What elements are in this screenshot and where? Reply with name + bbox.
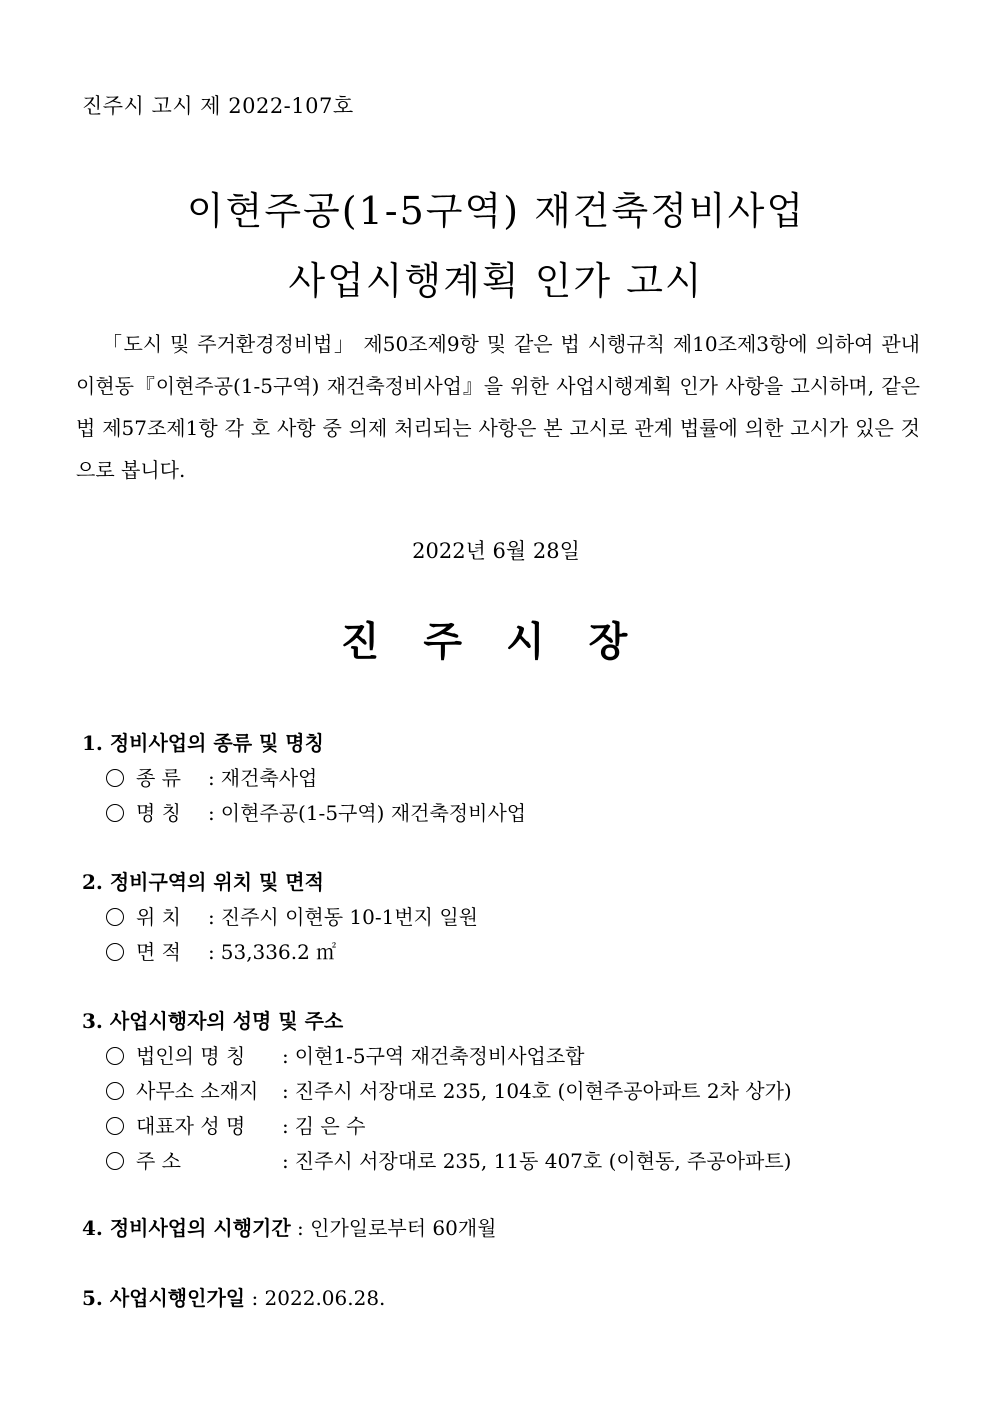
item-value: 53,336.2 ㎡ [220, 940, 337, 964]
list-item: 대표자 성 명 : 김 은 수 [82, 1109, 932, 1144]
item-label: 위 치 [136, 905, 181, 929]
item-label: 사무소 소재지 [136, 1079, 259, 1103]
circle-bullet-icon [106, 769, 124, 787]
section-heading: 5. 사업시행인가일 [82, 1286, 246, 1310]
item-value: 진주시 이현동 10-1번지 일원 [220, 905, 478, 929]
item-label: 종 류 [136, 766, 181, 790]
section-heading: 1. 정비사업의 종류 및 명칭 [82, 731, 324, 755]
circle-bullet-icon [106, 804, 124, 822]
item-value: 이현1-5구역 재건축정비사업조합 [294, 1044, 585, 1068]
list-item: 명 칭 : 이현주공(1-5구역) 재건축정비사업 [82, 796, 932, 831]
section-heading-inline: 5. 사업시행인가일 : 2022.06.28. [82, 1286, 386, 1310]
section-value: 2022.06.28. [264, 1286, 386, 1310]
circle-bullet-icon [106, 1152, 124, 1170]
list-item: 사무소 소재지 : 진주시 서장대로 235, 104호 (이현주공아파트 2차 상가) [82, 1074, 932, 1109]
list-item: 면 적 : 53,336.2 ㎡ [82, 935, 932, 970]
item-label: 면 적 [136, 940, 181, 964]
section-heading: 2. 정비구역의 위치 및 면적 [82, 870, 324, 894]
item-value: 김 은 수 [294, 1114, 366, 1138]
section-value: 인가일로부터 60개월 [310, 1216, 497, 1240]
section-3 [82, 1003, 932, 1179]
section-2 [82, 864, 932, 970]
item-label: 주 소 [136, 1149, 181, 1173]
circle-bullet-icon [106, 1082, 124, 1100]
item-label: 법인의 명 칭 [136, 1044, 246, 1068]
list-item: 종 류 : 재건축사업 [82, 761, 932, 796]
list-item: 주 소 : 진주시 서장대로 235, 11동 407호 (이현동, 주공아파트) [82, 1144, 932, 1179]
issuer-name: 진주시장 [340, 618, 672, 665]
section-5 [82, 1280, 932, 1316]
section-4 [82, 1210, 932, 1246]
circle-bullet-icon [106, 943, 124, 961]
item-value: 진주시 서장대로 235, 104호 (이현주공아파트 2차 상가) [294, 1079, 792, 1103]
section-heading: 3. 사업시행자의 성명 및 주소 [82, 1009, 344, 1033]
list-item: 법인의 명 칭 : 이현1-5구역 재건축정비사업조합 [82, 1039, 932, 1074]
item-label: 대표자 성 명 [136, 1114, 246, 1138]
title-line-1: 이현주공(1-5구역) 재건축정비사업 [186, 189, 806, 233]
circle-bullet-icon [106, 1047, 124, 1065]
circle-bullet-icon [106, 908, 124, 926]
section-heading: 4. 정비사업의 시행기간 [82, 1216, 291, 1240]
item-value: 이현주공(1-5구역) 재건축정비사업 [220, 801, 527, 825]
item-value: 재건축사업 [220, 766, 318, 790]
title-line-2: 사업시행계획 인가 고시 [288, 259, 704, 303]
list-item: 위 치 : 진주시 이현동 10-1번지 일원 [82, 900, 932, 935]
item-value: 진주시 서장대로 235, 11동 407호 (이현동, 주공아파트) [294, 1149, 792, 1173]
item-label: 명 칭 [136, 801, 181, 825]
body-paragraph: 「도시 및 주거환경정비법」 제50조제9항 및 같은 법 시행규칙 제10조제3항에 의하여 관내 이현동『이현주공(1-5구역) 재건축정비사업』을 위한 사업시행계획 인가 사항을 고시하며, 같은 법 제57조제1항 각 호 사항 중 의제 처리되는 사항은 본 고시로 관계 법률에 의한 고시가 있은 것으로 봅니다. [76, 332, 920, 482]
section-1 [82, 725, 932, 831]
notice-number: 진주시 고시 제 2022-107호 [82, 94, 354, 118]
section-heading-inline: 4. 정비사업의 시행기간 : 인가일로부터 60개월 [82, 1216, 497, 1240]
notice-date: 2022년 6월 28일 [412, 539, 580, 563]
circle-bullet-icon [106, 1117, 124, 1135]
